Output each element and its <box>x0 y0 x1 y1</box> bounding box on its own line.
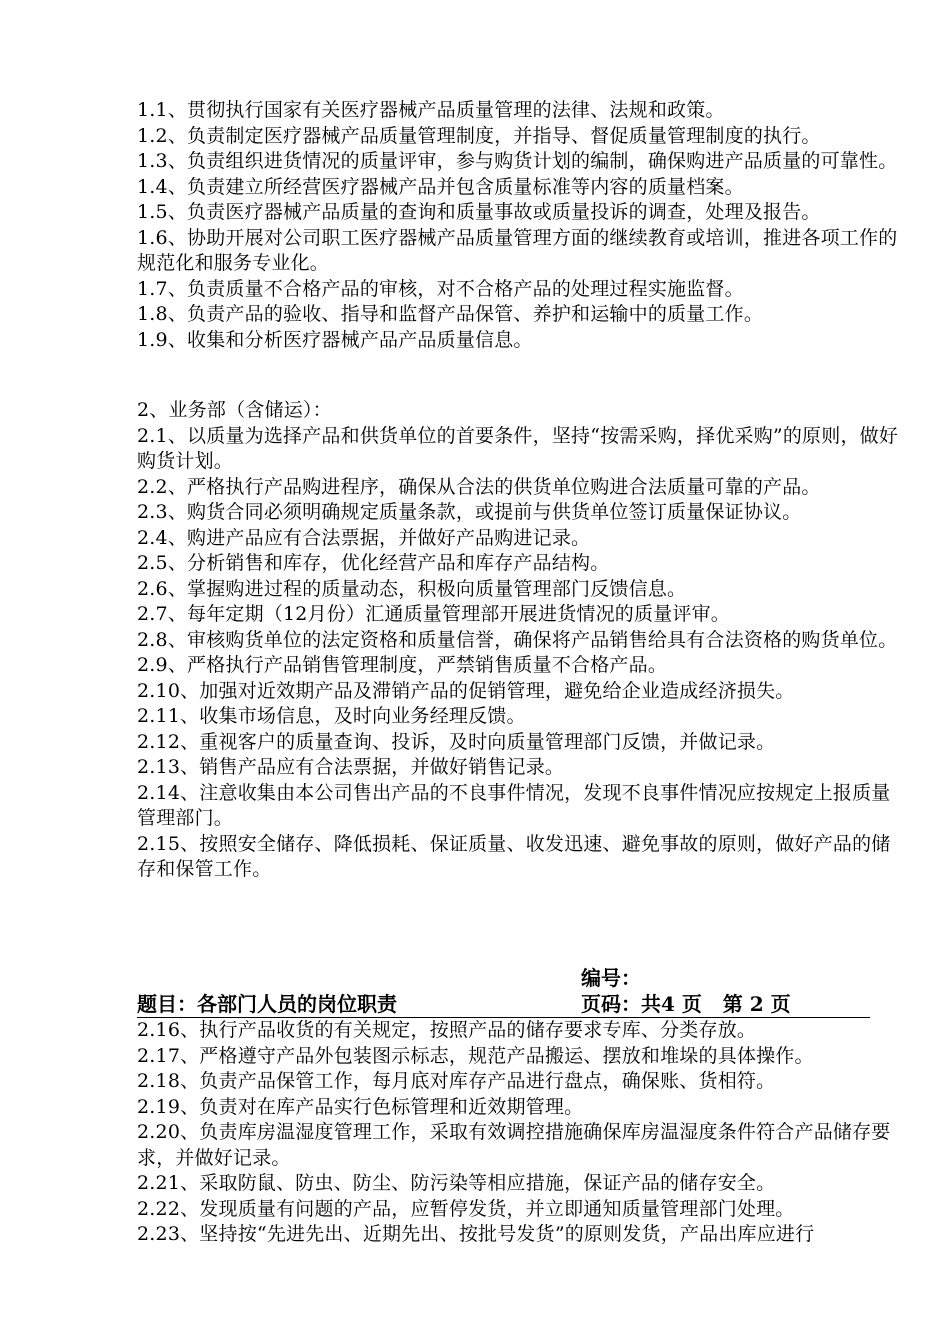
duty-item-2-9: 2.9、严格执行产品销售管理制度，严禁销售质量不合格产品。 <box>137 654 668 676</box>
duty-item-2-18: 2.18、负责产品保管工作，每月底对库存产品进行盘点，确保账、货相符。 <box>137 1070 776 1092</box>
section-2-continued <box>137 1018 907 1248</box>
duty-item-2-23: 2.23、坚持按“先进先出、近期先出、按批号发货”的原则发货，产品出库应进行 <box>137 1223 815 1245</box>
duty-item-1-8: 1.8、负责产品的验收、指导和监督产品保管、养护和运输中的质量工作。 <box>137 303 764 325</box>
document-title: 题目：各部门人员的岗位职责 <box>137 992 397 1016</box>
page-number-info: 页码：共4 页 第 2 页 <box>581 992 791 1016</box>
duty-item-2-8: 2.8、审核购货单位的法定资格和质量信誉，确保将产品销售给具有合法资格的购货单位。 <box>137 628 898 651</box>
duty-item-2-15: 2.15、按照安全储存、降低损耗、保证质量、收发迅速、避免事故的原则，做好产品的储存和保管工作。 <box>137 832 891 880</box>
duty-item-2-11: 2.11、收集市场信息，及时向业务经理反馈。 <box>137 705 526 727</box>
duty-item-2-12: 2.12、重视客户的质量查询、投诉，及时向质量管理部门反馈，并做记录。 <box>137 730 776 753</box>
section-2-business-dept <box>137 398 907 883</box>
duty-item-2-2: 2.2、严格执行产品购进程序，确保从合法的供货单位购进合法质量可靠的产品。 <box>137 475 821 498</box>
duty-item-1-1: 1.1、贯彻执行国家有关医疗器械产品质量管理的法律、法规和政策。 <box>137 99 725 121</box>
duty-item-2-10: 2.10、加强对近效期产品及滞销产品的促销管理，避免给企业造成经济损失。 <box>137 679 795 702</box>
duty-item-2-5: 2.5、分析销售和库存，优化经营产品和库存产品结构。 <box>137 552 610 574</box>
duty-item-1-7: 1.7、负责质量不合格产品的审核，对不合格产品的处理过程实施监督。 <box>137 277 744 300</box>
duty-item-2-6: 2.6、掌握购进过程的质量动态，积极向质量管理部门反馈信息。 <box>137 577 687 600</box>
duty-item-2-13: 2.13、销售产品应有合法票据，并做好销售记录。 <box>137 756 565 778</box>
duty-item-2-16: 2.16、执行产品收货的有关规定，按照产品的储存要求专库、分类存放。 <box>137 1019 757 1041</box>
duty-item-2-22: 2.22、发现质量有问题的产品，应暂停发货，并立即通知质量管理部门处理。 <box>137 1197 795 1220</box>
document-code-label: 编号： <box>581 966 641 990</box>
duty-item-1-4: 1.4、负责建立所经营医疗器械产品并包含质量标准等内容的质量档案。 <box>137 175 744 198</box>
duty-item-1-2: 1.2、负责制定医疗器械产品质量管理制度，并指导、督促质量管理制度的执行。 <box>137 124 821 147</box>
duty-item-2-4: 2.4、购进产品应有合法票据，并做好产品购进记录。 <box>137 526 591 549</box>
duty-item-1-9: 1.9、收集和分析医疗器械产品产品质量信息。 <box>137 328 533 351</box>
page-header <box>137 965 870 1021</box>
section-1-quality-duties <box>137 98 907 353</box>
duty-item-2-14: 2.14、注意收集由本公司售出产品的不良事件情况，发现不良事件情况应按规定上报质量管理部门。 <box>137 781 891 829</box>
duty-item-1-5: 1.5、负责医疗器械产品质量的查询和质量事故或质量投诉的调查，处理及报告。 <box>137 201 821 223</box>
duty-item-1-3: 1.3、负责组织进货情况的质量评审，参与购货计划的编制，确保购进产品质量的可靠性。 <box>137 150 898 172</box>
duty-item-2-1: 2.1、以质量为选择产品和供货单位的首要条件，坚持“按需采购，择优采购”的原则，做好购货计划。 <box>137 424 899 472</box>
duty-item-1-6: 1.6、协助开展对公司职工医疗器械产品质量管理方面的继续教育或培训，推进各项工作的规范化和服务专业化。 <box>137 226 898 274</box>
duty-item-2-21: 2.21、采取防鼠、防虫、防尘、防污染等相应措施，保证产品的储存安全。 <box>137 1172 776 1194</box>
section-2-heading: 2、业务部（含储运）： <box>137 399 332 421</box>
duty-item-2-7: 2.7、每年定期（12月份）汇通质量管理部开展进货情况的质量评审。 <box>137 603 730 625</box>
duty-item-2-19: 2.19、负责对在库产品实行色标管理和近效期管理。 <box>137 1095 584 1118</box>
duty-item-2-17: 2.17、严格遵守产品外包装图示标志，规范产品搬运、摆放和堆垛的具体操作。 <box>137 1044 814 1067</box>
duty-item-2-20: 2.20、负责库房温湿度管理工作，采取有效调控措施确保库房温湿度条件符合产品储存要求，并做好记录。 <box>137 1121 891 1169</box>
duty-item-2-3: 2.3、购货合同必须明确规定质量条款，或提前与供货单位签订质量保证协议。 <box>137 501 802 523</box>
